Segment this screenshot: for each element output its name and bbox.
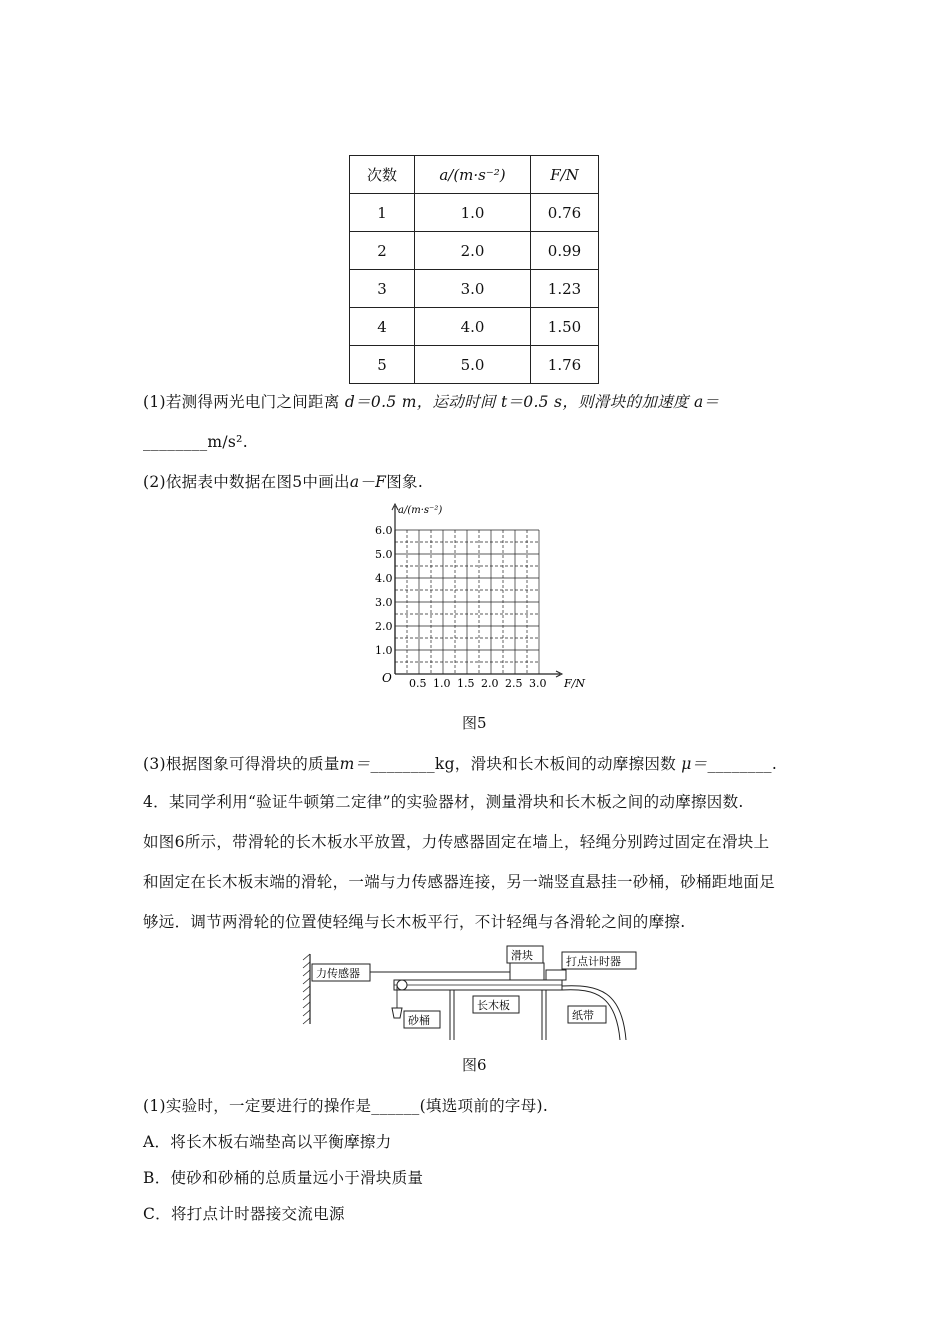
y-axis-label: a/(m·s⁻²): [398, 505, 443, 516]
option-b: B．使砂和砂桶的总质量远小于滑块质量: [143, 1169, 424, 1187]
x-tick-label: 2.0: [481, 677, 499, 690]
slider-block: [510, 963, 544, 980]
table-cell: 2: [350, 232, 415, 270]
table-header-row: [350, 156, 599, 194]
table-row: [350, 270, 599, 308]
sand-bucket: [392, 1008, 402, 1018]
table-cell: 5.0: [415, 346, 531, 384]
q1-unit: m/s².: [207, 433, 248, 451]
table-cell: 1: [350, 194, 415, 232]
wall-hatching: [303, 954, 310, 1024]
question-1-line: [143, 390, 719, 412]
y-tick-label: 6.0: [375, 524, 393, 537]
x-tick-label: 1.5: [457, 677, 475, 690]
table-cell: 1.0: [415, 194, 531, 232]
table-header: 次数: [350, 156, 415, 194]
y-tick-label: 5.0: [375, 548, 393, 561]
x-tick-label: 1.0: [433, 677, 451, 690]
q3-text: (3)根据图象可得滑块的质量: [143, 755, 340, 773]
option-a: A．将长木板右端垫高以平衡摩擦力: [143, 1133, 392, 1151]
q2-text: (2)依据表中数据在图5中画出: [143, 473, 350, 491]
y-tick-label: 3.0: [375, 596, 393, 609]
board-label: 长木板: [477, 999, 510, 1012]
question-1-line-2: [143, 433, 248, 451]
answer-blank: ________: [143, 433, 208, 451]
graph-grid: [392, 504, 562, 677]
end-pulley: [397, 980, 407, 990]
table-cell: 5: [350, 346, 415, 384]
figure-6-apparatus: [300, 942, 650, 1042]
q1-time: t＝0.5 s，则滑块的加速度: [500, 393, 689, 411]
q1-accel-label: a＝: [693, 393, 720, 411]
x-tick-label: 0.5: [409, 677, 427, 690]
table-cell: 1.23: [531, 270, 599, 308]
y-tick-label: 4.0: [375, 572, 393, 585]
x-axis-label: F/N: [564, 677, 585, 690]
figure-6-caption: 图6: [462, 1056, 487, 1074]
table-cell: 3: [350, 270, 415, 308]
answer-blank: ________: [707, 755, 772, 773]
q2-var: a－F: [349, 473, 387, 491]
q3-mu: μ＝: [681, 755, 708, 773]
figure-5-graph: [360, 500, 600, 700]
q4-1-stem-tail: (填选项前的字母).: [419, 1097, 549, 1115]
q1-distance: d＝0.5 m，运动时间: [344, 393, 496, 411]
x-tick-labels: [409, 677, 547, 690]
problem-4-line-1: 4．某同学利用“验证牛顿第二定律”的实验器材，测量滑块和长木板之间的动摩擦因数.: [143, 793, 744, 811]
table-cell: 4.0: [415, 308, 531, 346]
timer-device: [546, 970, 566, 980]
problem-4-line-2: 如图6所示，带滑轮的长木板水平放置，力传感器固定在墙上，轻绳分别跨过固定在滑块上: [143, 833, 770, 851]
q3-end: .: [771, 755, 778, 773]
table-cell: 4: [350, 308, 415, 346]
bucket-label: 砂桶: [408, 1014, 430, 1027]
table-row: [350, 308, 599, 346]
table-cell: 1.76: [531, 346, 599, 384]
x-tick-label: 2.5: [505, 677, 523, 690]
table-header: F/N: [531, 156, 599, 194]
q3-mid: kg，滑块和长木板间的动摩擦因数: [434, 755, 677, 773]
table-row: [350, 194, 599, 232]
q3-mass: m＝: [339, 755, 371, 773]
figure-5-caption: 图5: [462, 714, 487, 732]
problem-4-line-3: 和固定在长木板末端的滑轮，一端与力传感器连接，另一端竖直悬挂一砂桶，砂桶距地面足: [143, 873, 776, 891]
question-3-line: [143, 752, 777, 774]
origin-label: O: [382, 671, 392, 685]
table-cell: 3.0: [415, 270, 531, 308]
table-cell: 0.99: [531, 232, 599, 270]
table-cell: 0.76: [531, 194, 599, 232]
table-cell: 2.0: [415, 232, 531, 270]
tape-label: 纸带: [572, 1009, 594, 1022]
answer-blank: ______: [371, 1097, 420, 1115]
q4-1-stem: (1)实验时，一定要进行的操作是: [143, 1097, 372, 1115]
block-label: 滑块: [511, 949, 533, 962]
table-row: [350, 346, 599, 384]
option-c: C．将打点计时器接交流电源: [143, 1205, 345, 1223]
force-sensor-label: 力传感器: [316, 967, 360, 980]
table-header: a/(m·s⁻²): [415, 156, 531, 194]
table-row: [350, 232, 599, 270]
problem-4-line-4: 够远．调节两滑轮的位置使轻绳与长木板平行，不计轻绳与各滑轮之间的摩擦.: [143, 913, 686, 931]
data-table: [349, 155, 599, 384]
question-4-1-line: [143, 1094, 548, 1116]
y-tick-labels: [375, 524, 393, 657]
timer-label: 打点计时器: [566, 955, 621, 968]
answer-blank: ________: [370, 755, 435, 773]
q2-tail: 图象.: [386, 473, 424, 491]
x-tick-label: 3.0: [529, 677, 547, 690]
table-cell: 1.50: [531, 308, 599, 346]
q1-text: (1)若测得两光电门之间距离: [143, 393, 340, 411]
y-tick-label: 2.0: [375, 620, 393, 633]
y-tick-label: 1.0: [375, 644, 393, 657]
question-2-line: [143, 470, 423, 492]
